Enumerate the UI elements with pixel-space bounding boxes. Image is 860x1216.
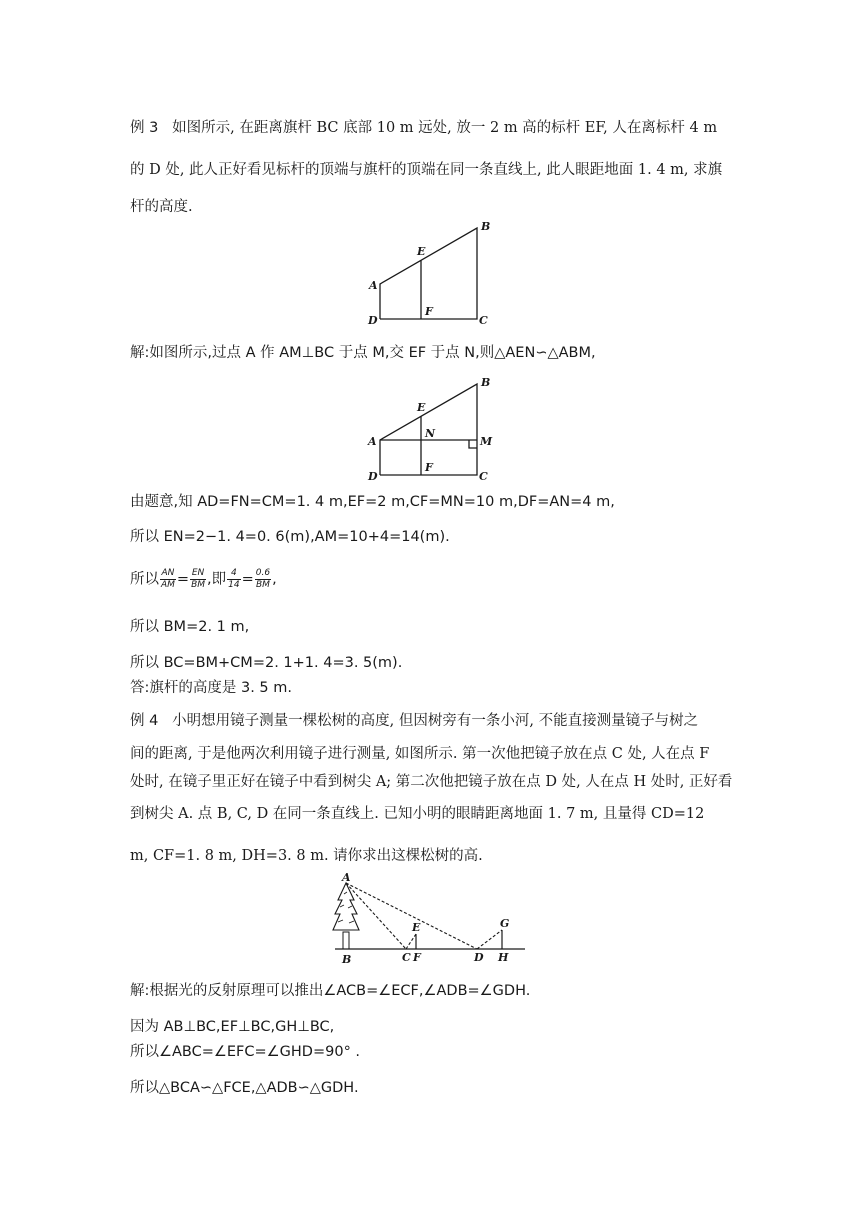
figure-1-diagram — [365, 218, 495, 330]
example3-answer: 答:旗杆的高度是 3. 5 m. — [130, 680, 293, 696]
fig3-label-e: E — [412, 921, 421, 934]
fig2-label-f: F — [425, 461, 433, 474]
fig1-label-a: A — [369, 279, 378, 292]
fig1-label-b: B — [481, 220, 491, 233]
example4-text-1: 小明想用镜子测量一棵松树的高度, 但因树旁有一条小河, 不能直接测量镜子与树之 — [172, 713, 699, 729]
fig3-label-b: B — [342, 953, 352, 966]
example3-step1: 所以 EN=2−1. 4=0. 6(m),AM=10+4=14(m). — [130, 529, 450, 545]
fig3-ray-ad — [346, 883, 477, 949]
example4-line5: m, CF=1. 8 m, DH=3. 8 m. 请你求出这棵松树的高. — [130, 848, 483, 864]
fraction-en-bm: $\frac{EN}{BM}$ — [191, 568, 206, 590]
fig2-label-c: C — [479, 470, 488, 483]
step2-equals-1: = — [176, 571, 190, 588]
example3-step4: 所以 BC=BM+CM=2. 1+1. 4=3. 5(m). — [130, 655, 403, 671]
fraction-an-am: $\frac{AN}{AM}$ — [161, 568, 175, 590]
fig2-label-e: E — [417, 401, 426, 414]
fig3-ray-ac — [346, 883, 406, 949]
step2-end: , — [272, 571, 277, 588]
fig3-label-c: C — [402, 951, 411, 964]
example4-solution-1: 解:根据光的反射原理可以推出∠ACB=∠ECF,∠ADB=∠GDH. — [130, 983, 531, 999]
example4-solution-4: 所以△BCA∽△FCE,△ADB∽△GDH. — [130, 1080, 359, 1096]
example3-step2 — [130, 568, 277, 591]
figure-3-diagram — [330, 872, 530, 967]
step2-prefix: 所以 — [130, 571, 159, 588]
fraction-4-14: $\frac{4}{14}$ — [228, 568, 240, 590]
fig2-right-angle-mark — [469, 440, 477, 448]
example4-solution-3: 所以∠ABC=∠EFC=∠GHD=90° . — [130, 1044, 361, 1060]
example4-line1 — [130, 711, 698, 731]
step2-equals-2: = — [241, 571, 254, 588]
fig2-label-n: N — [425, 427, 436, 440]
fig3-ray-dg — [477, 930, 502, 949]
fig3-label-d: D — [474, 951, 484, 964]
fig2-label-a: A — [368, 435, 377, 448]
fig3-label-g: G — [500, 917, 510, 930]
fig3-label-f: F — [413, 951, 421, 964]
example4-line3: 处时, 在镜子里正好在镜子中看到树尖 A; 第二次他把镜子放在点 D 处, 人在点 H 处时, 正好看 — [130, 774, 733, 790]
example4-label: 例 4 — [130, 713, 159, 729]
fig1-label-e: E — [417, 245, 426, 258]
example4-line2: 间的距离, 于是他两次利用镜子进行测量, 如图所示. 第一次他把镜子放在点 C 处, 人在点 F — [130, 746, 710, 762]
step2-mid: ,即 — [207, 571, 227, 588]
fig3-label-a: A — [342, 871, 351, 884]
example3-label: 例 3 — [130, 120, 159, 136]
example3-text-1: 如图所示, 在距离旗杆 BC 底部 10 m 远处, 放一 2 m 高的标杆 EF, 人在离标杆 4 m — [172, 120, 718, 136]
tree-icon — [333, 883, 359, 949]
example4-solution-2: 因为 AB⊥BC,EF⊥BC,GH⊥BC, — [130, 1019, 335, 1035]
fig2-label-b: B — [481, 376, 491, 389]
example3-line1 — [130, 118, 717, 138]
fig3-ray-ce — [406, 934, 416, 949]
fig2-label-d: D — [368, 470, 378, 483]
example4-line4: 到树尖 A. 点 B, C, D 在同一条直线上. 已知小明的眼睛距离地面 1. 7 m, 且量得 CD=12 — [130, 806, 705, 822]
fig1-label-f: F — [425, 305, 433, 318]
fig1-label-d: D — [368, 314, 378, 327]
example3-line3: 杆的高度. — [130, 199, 193, 215]
example3-line2: 的 D 处, 此人正好看见标杆的顶端与旗杆的顶端在同一条直线上, 此人眼距地面 1. 4 m, 求旗 — [130, 162, 723, 178]
fraction-06-bm: $\frac{0.6}{BM}$ — [255, 568, 271, 590]
example3-step3: 所以 BM=2. 1 m, — [130, 619, 250, 635]
example3-solution-line1: 解:如图所示,过点 A 作 AM⊥BC 于点 M,交 EF 于点 N,则△AEN∽△ABM, — [130, 345, 596, 361]
figure-2-diagram — [365, 374, 500, 486]
fig1-label-c: C — [479, 314, 488, 327]
fig2-label-m: M — [480, 435, 493, 448]
fig3-label-h: H — [498, 951, 509, 964]
example3-given: 由题意,知 AD=FN=CM=1. 4 m,EF=2 m,CF=MN=10 m,DF=AN=4 m, — [130, 494, 615, 510]
